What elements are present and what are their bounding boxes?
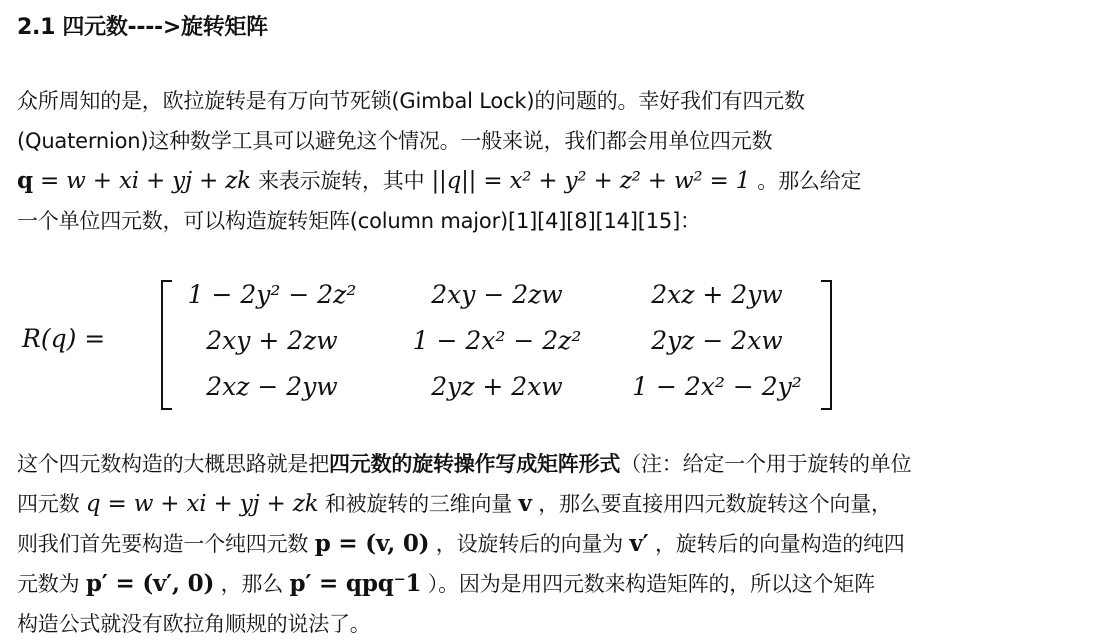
bold-phrase: 四元数的旋转操作写成矩阵形式	[329, 452, 621, 476]
matrix-cell: 1 − 2x² − 2z²	[412, 326, 582, 355]
para2-line4-end: ）。因为是用四元数来构造矩阵的，所以这个矩阵	[421, 572, 875, 596]
matrix-cell: 2yz − 2xw	[651, 326, 783, 355]
para2-line5: 构造公式就没有欧拉角顺规的说法了。	[17, 612, 371, 636]
matrix-cell: 2xy + 2zw	[206, 326, 338, 355]
matrix-cell: 2xz + 2yw	[651, 280, 783, 309]
quaternion-symbol: q	[17, 167, 33, 194]
para2-line2-text: 四元数	[17, 492, 86, 516]
para2-line1-note: （注：给定一个用于旋转的单位	[620, 452, 912, 476]
norm-formula: ||q|| = x² + y² + z² + w² = 1	[424, 168, 758, 194]
para2-line3-end: ，旋转后的向量构造的纯四	[648, 532, 905, 556]
matrix-cell: 2yz + 2xw	[431, 372, 563, 401]
para2-line3-mid: ，设旋转后的向量为	[429, 532, 630, 556]
rotation-formula: p′ = qpq⁻1	[289, 570, 422, 597]
para1-line3-end: 。那么给定	[757, 169, 862, 193]
para2-line3	[17, 530, 905, 558]
para1-line1: 众所周知的是，欧拉旋转是有万向节死锁(Gimbal Lock)的问题的。幸好我们有四元数	[17, 89, 805, 113]
para2-line3-text: 则我们首先要构造一个纯四元数	[17, 532, 315, 556]
vector-v: v	[518, 490, 532, 517]
vector-v-prime: v′	[629, 530, 649, 557]
rotation-matrix	[22, 276, 822, 411]
right-bracket	[821, 280, 832, 410]
matrix-label: R(q) =	[22, 324, 106, 353]
quaternion-formula-inline: q = w + xi + yj + zk	[85, 491, 319, 517]
left-bracket	[161, 280, 172, 410]
para2-line1	[17, 450, 911, 478]
para1-line3-text: 来表示旋转，其中	[257, 169, 425, 193]
para2-line4-text: 元数为	[17, 572, 86, 596]
section-heading: 2.1 四元数---->旋转矩阵	[17, 15, 268, 40]
para1-line2: (Quaternion)这种数学工具可以避免这个情况。一般来说，我们都会用单位四元数	[17, 129, 773, 153]
para1-line4: 一个单位四元数，可以构造旋转矩阵(column major)[1][4][8][14][15]：	[17, 209, 701, 233]
matrix-cell: 1 − 2y² − 2z²	[187, 280, 357, 309]
para2-line4	[17, 570, 875, 598]
para2-line4-mid: ，那么	[214, 572, 290, 596]
para1-line3	[17, 167, 861, 195]
para2-line2-end: ，那么要直接用四元数旋转这个向量，	[531, 492, 892, 516]
para2-line1-text: 这个四元数构造的大概思路就是把	[17, 452, 329, 476]
para2-line2-mid: 和被旋转的三维向量	[318, 492, 519, 516]
matrix-cell: 2xz − 2yw	[206, 372, 338, 401]
matrix-cell: 1 − 2x² − 2y²	[632, 372, 802, 401]
para2-line2	[17, 490, 892, 518]
quaternion-formula: = w + xi + yj + zk	[32, 168, 258, 194]
pure-quaternion-formula: p = (v, 0)	[314, 530, 430, 557]
rotated-pure-quaternion: p′ = (v′, 0)	[85, 570, 215, 597]
matrix-cell: 2xy − 2zw	[431, 280, 563, 309]
